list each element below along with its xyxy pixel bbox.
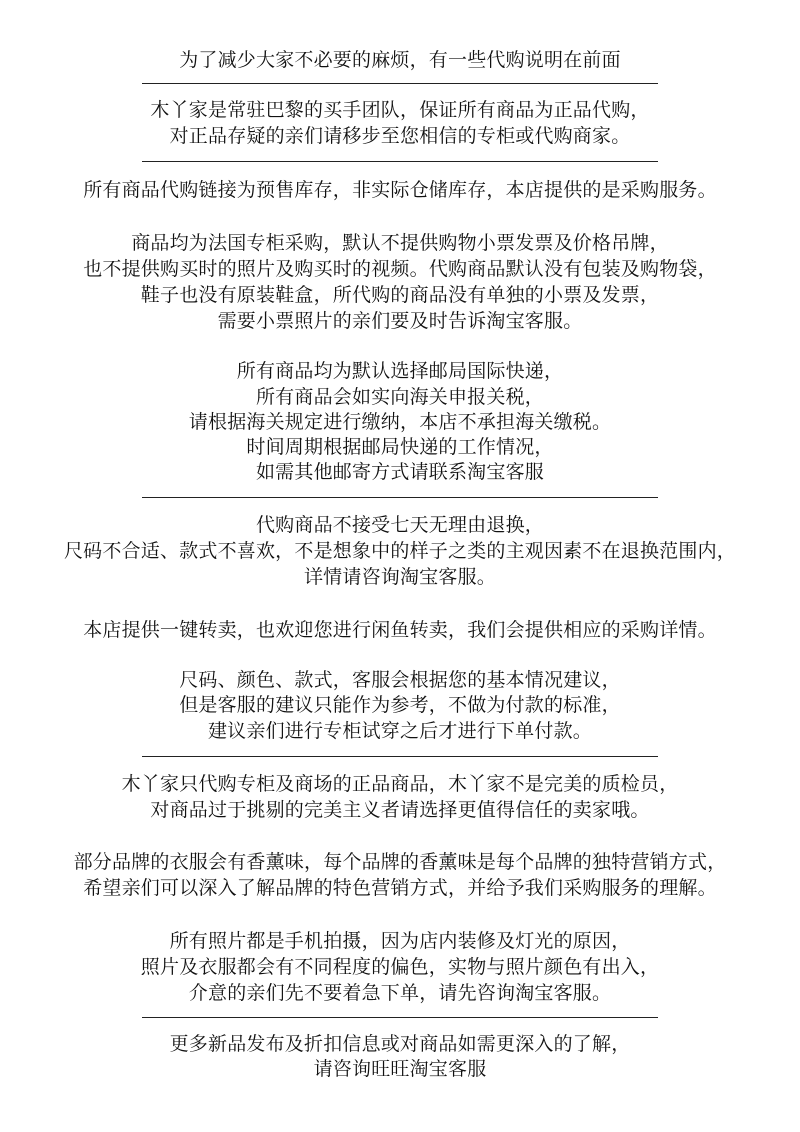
notice-line: 对商品过于挑剔的完美主义者请选择更值得信任的卖家哦。 [150, 799, 650, 821]
divider [142, 1017, 658, 1018]
notice-line: 建议亲们进行专柜试穿之后才进行下单付款。 [207, 720, 592, 742]
notice-line: 所有商品会如实向海关申报关税， [255, 386, 544, 408]
notice-line: 也不提供购买时的照片及购买时的视频。代购商品默认没有包装及购物袋， [83, 258, 717, 280]
notice-line: 所有照片都是手机拍摄，因为店内装修及灯光的原因， [169, 930, 631, 952]
notice-line: 代购商品不接受七天无理由退换， [255, 514, 544, 536]
notice-line: 更多新品发布及折扣信息或对商品如需更深入的了解， [169, 1033, 631, 1055]
divider [142, 497, 658, 498]
notice-line: 但是客服的建议只能作为参考，不做为付款的标准， [179, 694, 621, 716]
notice-line: 请根据海关规定进行缴纳，本店不承担海关缴税。 [188, 411, 612, 433]
notice-line: 尺码不合适、款式不喜欢，不是想象中的样子之类的主观因素不在退换范围内， [63, 540, 736, 562]
notice-line: 所有商品代购链接为预售库存，非实际仓储库存，本店提供的是采购服务。 [83, 179, 717, 201]
notice-line: 时间周期根据邮局快递的工作情况， [246, 436, 554, 458]
notice-line: 所有商品均为默认选择邮局国际快递， [236, 360, 564, 382]
notice-line: 请咨询旺旺淘宝客服 [313, 1058, 487, 1080]
divider [142, 756, 658, 757]
notice-line: 木丫家是常驻巴黎的买手团队，保证所有商品为正品代购， [150, 99, 650, 121]
notice-line: 希望亲们可以深入了解品牌的特色营销方式，并给予我们采购服务的理解。 [83, 877, 717, 899]
notice-line: 对正品存疑的亲们请移步至您相信的专柜或代购商家。 [169, 125, 631, 147]
notice-line: 照片及衣服都会有不同程度的偏色，实物与照片颜色有出入， [140, 956, 660, 978]
notice-line: 部分品牌的衣服会有香薰味，每个品牌的香薰味是每个品牌的独特营销方式， [73, 851, 727, 873]
notice-line: 介意的亲们先不要着急下单，请先咨询淘宝客服。 [188, 982, 612, 1004]
notice-heading: 为了减少大家不必要的麻烦，有一些代购说明在前面 [179, 49, 621, 71]
notice-line: 木丫家只代购专柜及商场的正品商品，木丫家不是完美的质检员， [121, 773, 679, 795]
notice-line: 商品均为法国专柜采购，默认不提供购物小票发票及价格吊牌， [131, 232, 669, 254]
notice-line: 鞋子也没有原装鞋盒，所代购的商品没有单独的小票及发票， [140, 284, 660, 306]
notice-line: 本店提供一键转卖，也欢迎您进行闲鱼转卖，我们会提供相应的采购详情。 [83, 619, 717, 641]
divider [142, 83, 658, 84]
notice-line: 尺码、颜色、款式，客服会根据您的基本情况建议， [179, 669, 621, 691]
notice-line: 如需其他邮寄方式请联系淘宝客服 [255, 461, 544, 483]
divider [142, 161, 658, 162]
notice-line: 需要小票照片的亲们要及时告诉淘宝客服。 [217, 310, 583, 332]
notice-line: 详情请咨询淘宝客服。 [303, 566, 496, 588]
